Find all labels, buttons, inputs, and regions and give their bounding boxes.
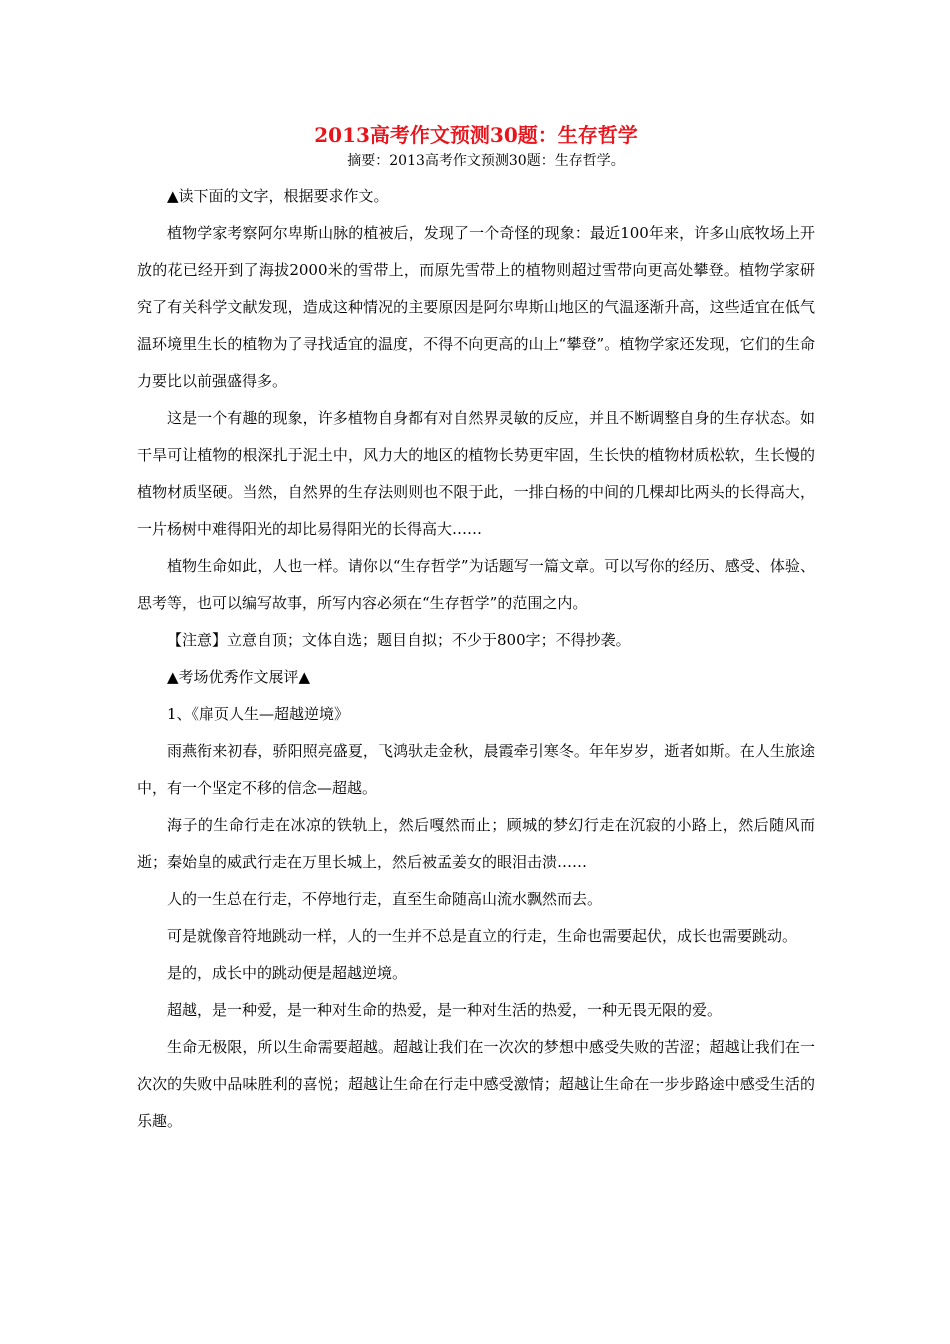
essay-paragraph: 生命无极限，所以生命需要超越。超越让我们在一次次的梦想中感受失败的苦涩；超越让我们在一次次的失败中品味胜利的喜悦；超越让生命在行走中感受激情；超越让生命在一步步路途中感受生活的乐趣。	[137, 1038, 815, 1130]
section-heading: ▲考场优秀作文展评▲	[167, 668, 311, 686]
document-abstract: 摘要：2013高考作文预测30题：生存哲学。	[347, 153, 625, 169]
essay-paragraph: 可是就像音符地跳动一样，人的一生并不总是直立的行走，生命也需要起伏，成长也需要跳动。	[167, 927, 798, 945]
essay-paragraph: 人的一生总在行走，不停地行走，直至生命随高山流水飘然而去。	[167, 890, 603, 908]
essay-title: 1、《扉页人生—超越逆境》	[167, 705, 350, 723]
essay-paragraph: 超越，是一种爱，是一种对生命的热爱，是一种对生活的热爱，一种无畏无限的爱。	[167, 1001, 723, 1019]
document-body	[137, 120, 815, 1140]
prompt-notice: 【注意】立意自顶；文体自选；题目自拟；不少于800字；不得抄袭。	[167, 631, 631, 649]
prompt-paragraph: 植物学家考察阿尔卑斯山脉的植被后，发现了一个奇怪的现象：最近100年来，许多山底牧场上开放的花已经开到了海拔2000米的雪带上，而原先雪带上的植物则超过雪带向更高处攀登。植物学家研究了有关科学文献发现，造成这种情况的主要原因是阿尔卑斯山地区的气温逐渐升高，这些适宜在低气温环境里生长的植物为了寻找适宜的温度，不得不向更高的山上“攀登”。植物学家还发现，它们的生命力要比以前强盛得多。	[137, 224, 815, 390]
essay-paragraph: 雨燕衔来初春，骄阳照亮盛夏，飞鸿驮走金秋，晨霞牵引寒冬。年年岁岁，逝者如斯。在人生旅途中，有一个坚定不移的信念—超越。	[137, 742, 815, 797]
essay-paragraph: 海子的生命行走在冰凉的铁轨上，然后嘎然而止；顾城的梦幻行走在沉寂的小路上，然后随风而逝；秦始皇的威武行走在万里长城上，然后被孟姜女的眼泪击溃……	[137, 816, 815, 871]
prompt-instruction: ▲读下面的文字，根据要求作文。	[167, 187, 389, 205]
essay-paragraph: 是的，成长中的跳动便是超越逆境。	[167, 964, 408, 982]
document-title: 2013高考作文预测30题：生存哲学	[314, 123, 638, 147]
prompt-paragraph: 这是一个有趣的现象，许多植物自身都有对自然界灵敏的反应，并且不断调整自身的生存状态。如干旱可让植物的根深扎于泥土中，风力大的地区的植物长势更牢固，生长快的植物材质松软，生长慢的植物材质坚硬。当然，自然界的生存法则则也不限于此，一排白杨的中间的几棵却比两头的长得高大，一片杨树中难得阳光的却比易得阳光的长得高大……	[137, 409, 815, 538]
prompt-paragraph: 植物生命如此，人也一样。请你以“生存哲学”为话题写一篇文章。可以写你的经历、感受、体验、思考等，也可以编写故事，所写内容必须在“生存哲学”的范围之内。	[137, 557, 815, 612]
